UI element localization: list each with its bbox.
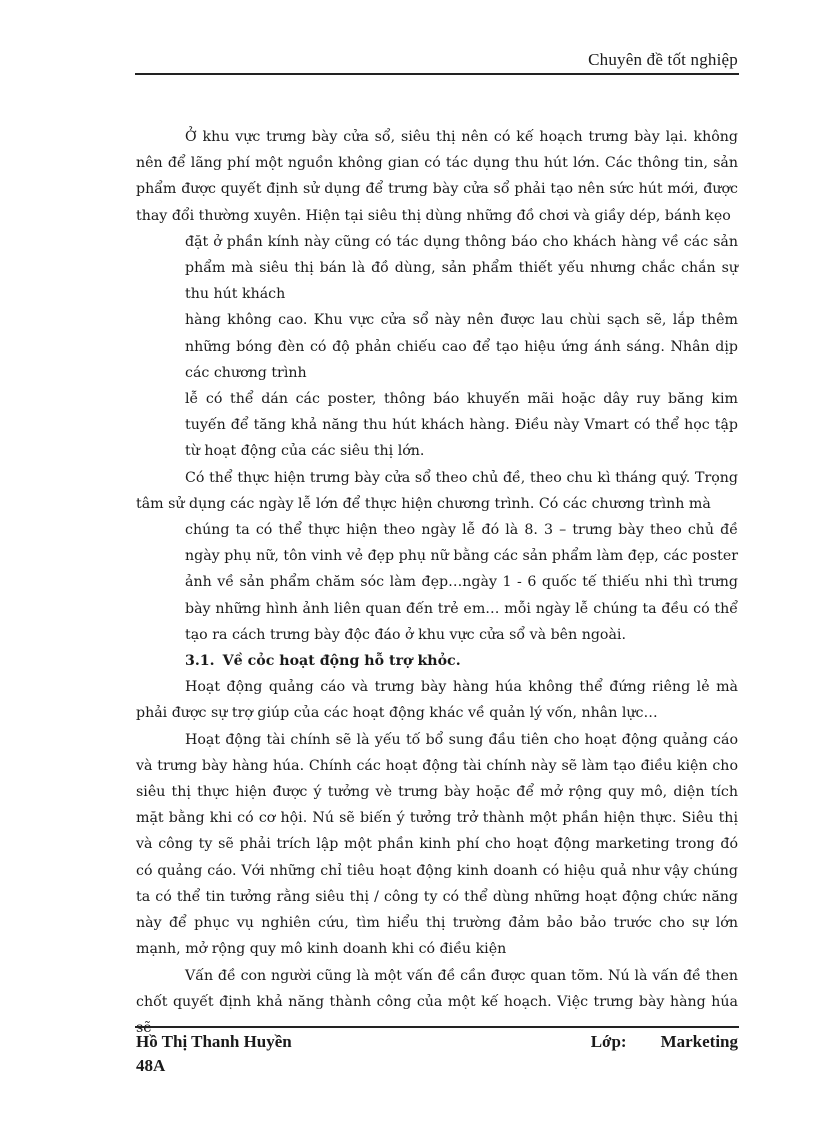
paragraph: hàng không cao. Khu vực cửa sổ này nên được lau chùi sạch sẽ, lắp thêm những bóng đèn có độ phản chiếu cao để tạo hiệu ứng ánh sáng. Nhân dịp các chương trình [185, 312, 738, 381]
paragraph: đặt ở phần kính này cũng có tác dụng thông báo cho khách hàng về các sản phẩm mà siêu thị bán là đồ dùng, sản phẩm thiết yếu nhưng chắc chắn sự thu hút khách [185, 233, 738, 303]
paragraph: chúng ta có thể thực hiện theo ngày lễ đó là 8. 3 – trưng bày theo chủ đề ngày phụ nữ, tôn vinh vẻ đẹp phụ nữ bằng các sản phẩm làm đẹp, các poster ảnh về sản phẩm chăm sóc làm đẹp…ngày 1 - 6 quốc tế thiếu nhi thì trưng bày những hình ảnh liên quan đến trẻ em… mỗi ngày lễ chúng ta đều có thể tạo ra cách trưng bày độc đáo ở khu vực cửa sổ và bên ngoài. [185, 522, 738, 643]
footer [136, 1030, 738, 1078]
paragraph: Hoạt động tài chính sẽ là yếu tố bổ sung đầu tiên cho hoạt động quảng cáo và trưng bày hàng húa. Chính các hoạt động tài chính này sẽ làm tạo điều kiện cho siêu thị thực hiện được ý tưởng vè trưng bày hoặc để mở rộng quy mô, diện tích mặt bằng khi có cơ hội. Nú sẽ biến ý tưởng trở thành một phần hiện thực. Siêu thị và công ty sẽ phải trích lập một phần kinh phí cho hoạt động marketing trong đó có quảng cáo. Với những chỉ tiêu hoạt động kinh doanh có hiệu quả như vậy chúng ta có thể tin tưởng rằng siêu thị / công ty có thể dùng những hoạt động chức năng này để phục vụ nghiên cứu, tìm hiểu thị trường đảm bảo bảo trước cho sự lớn mạnh, mở rộng quy mô kinh doanh khi có điều kiện [136, 731, 738, 958]
document-body [136, 124, 738, 1041]
paragraph: Vấn đề con người cũng là một vấn đề cần được quan tõm. Nú là vấn đề then chốt quyết định khả năng thành công của một kế hoạch. Việc trưng bày hàng húa sẽ [136, 967, 738, 1036]
footer-class-cont: 48A [136, 1056, 166, 1075]
header-rule [135, 73, 739, 75]
footer-author: Hồ Thị Thanh Huyền [136, 1032, 292, 1051]
paragraph: lễ có thể dán các poster, thông báo khuyến mãi hoặc dây ruy băng kim tuyến để tăng khả năng thu hút khách hàng. Điều này Vmart có thể học tập từ hoạt động của các siêu thị lớn. [185, 391, 738, 460]
paragraph: Hoạt động quảng cáo và trưng bày hàng húa không thể đứng riêng lẻ mà phải được sự trợ giúp của các hoạt động khác về quản lý vốn, nhân lực… [136, 679, 738, 722]
footer-class-label: Lớp: [590, 1032, 627, 1051]
paragraph: Có thể thực hiện trưng bày cửa sổ theo chủ đề, theo chu kì tháng quý. Trọng tâm sử dụng các ngày lễ lớn để thực hiện chương trình. Có các chương trình mà [136, 469, 738, 512]
footer-class-value: Marketing [660, 1032, 738, 1051]
header-title: Chuyên đề tốt nghiệp [588, 50, 738, 69]
paragraph: Ở khu vực trưng bày cửa sổ, siêu thị nên có kế hoạch trưng bày lại. không nên để lãng phí một nguồn không gian có tác dụng thu hút lớn. Các thông tin, sản phẩm được quyết định sử dụng để trưng bày cửa sổ phải tạo nên sức hút mới, được thay đổi thường xuyên. Hiện tại siêu thị dùng những đồ chơi và giầy dép, bánh kẹo [136, 129, 738, 224]
section-number: 3.1. [185, 653, 215, 670]
section-heading [136, 648, 738, 674]
section-title: Về cỏc hoạt động hỗ trợ khỏc. [222, 653, 461, 670]
footer-rule [135, 1026, 739, 1028]
